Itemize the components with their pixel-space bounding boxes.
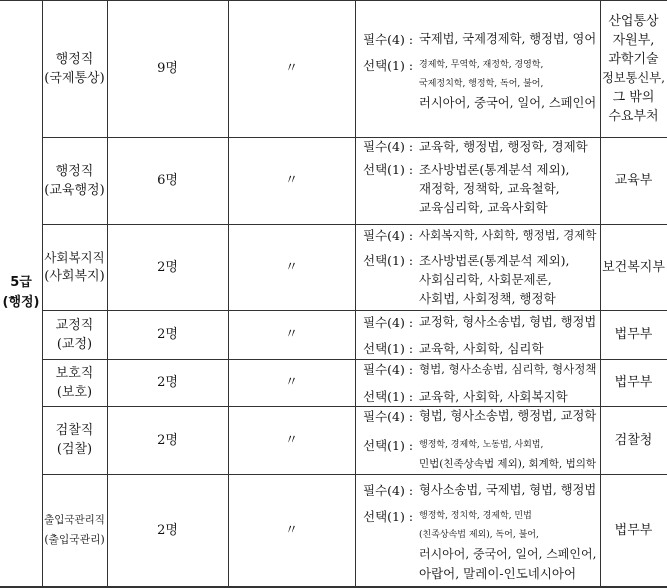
subject-line: 조사방법론(통계분석 제외), [419,162,570,177]
ditto-mark: 〃 [284,432,298,448]
ministry-cell [600,406,667,474]
position-cell [42,406,107,474]
required-label: 필수(4) : [363,362,414,377]
headcount-cell [107,359,228,406]
elective-subject-list [419,507,596,583]
elective-label: 선택(1) : [363,509,414,524]
subject-line: 교육학, 사회학, 사회복지학 [419,389,568,404]
ditto-cell [228,137,355,224]
ministry-line: 정보통신부, [601,70,666,85]
position-line: 검찰직 [55,423,94,438]
subject-line: 형사소송법, 국제법, 형법, 행정법 [419,483,597,497]
ministry-cell [600,359,667,406]
position-cell [42,310,107,359]
ditto-cell [228,406,355,474]
ditto-cell [228,359,355,406]
elective-subject-list [419,251,570,308]
elective-subject-list [419,160,570,217]
elective-subject-list [419,339,544,358]
headcount-cell [107,406,228,474]
position-line: (보호) [56,384,93,400]
ditto-cell [228,310,355,359]
elective-label: 선택(1) : [363,341,414,356]
position-cell [42,474,107,586]
position-line: (교정) [56,336,93,352]
subject-line: 교육학, 행정법, 행정학, 경제학 [419,139,588,154]
subject-line: 러시아어, 중국어, 일어, 스페인어 [419,96,597,110]
required-subject-list [419,30,596,49]
ministry-cell [600,0,667,137]
elective-label: 선택(1) : [363,58,414,73]
position-line: (검찰) [56,442,93,457]
headcount-value: 2명 [157,327,178,342]
subject-line: 국제법, 국제경제학, 행정법, 영어 [419,32,597,46]
headcount-value: 2명 [157,259,178,275]
required-label: 필수(4) : [363,32,414,47]
subject-line: 아랍어, 말레이-인도네시아어 [419,566,577,581]
elective-subject-list [419,387,568,406]
position-line: 사회복지직 [44,250,105,265]
position-line: 행정직 [55,51,94,67]
headcount-cell [107,474,228,586]
headcount-value: 9명 [157,61,178,76]
elective-label: 선택(1) : [363,438,414,453]
subject-line: (친족상속법 제외), 독어, 불어, [419,530,539,540]
required-subject-list [419,360,596,379]
position-line: (출입국관리) [44,533,105,546]
subject-line: 사회법, 사회정책, 행정학 [419,291,556,306]
headcount-value: 6명 [157,173,178,188]
ditto-cell [228,0,355,137]
ministry-line: 법무부 [614,522,653,538]
subject-line: 재정학, 정책학, 교육철학, [419,181,560,196]
position-cell [42,137,107,224]
ministry-cell [600,137,667,224]
group-label [0,0,42,586]
ditto-mark: 〃 [284,522,298,538]
subject-line: 러시아어, 중국어, 일어, 스페인어, [419,547,597,561]
subject-line: 교육심리학, 교육사회학 [419,200,548,215]
ministry-line: 수요부처 [608,108,659,124]
headcount-cell [107,310,228,359]
position-line: 교정직 [55,317,94,333]
subject-line: 행정학, 정치학, 경제학, 민법 [419,511,532,521]
subject-line: 민법(친족상속법 제외), 회계학, 법의학 [419,458,597,470]
ministry-line: 검찰청 [614,432,653,448]
ditto-mark: 〃 [284,259,298,275]
ministry-line: 교육부 [614,173,653,188]
required-subject-list [419,226,596,245]
required-label: 필수(4) : [363,315,414,330]
position-line: 출입국관리직 [44,514,105,526]
subject-line: 사회복지학, 사회학, 행정법, 경제학 [419,228,597,242]
headcount-value: 2명 [157,522,178,538]
position-line: (국제통상) [44,70,105,86]
position-line: (사회복지) [44,269,105,284]
column-divider [355,0,356,588]
subject-line: 국제정치학, 행정학, 독어, 불어, [419,79,544,89]
elective-subject-list [419,56,596,113]
ministry-cell [600,310,667,359]
ditto-mark: 〃 [284,173,298,188]
group-label-line: 5급 [10,275,32,290]
position-cell [42,0,107,137]
ministry-cell [600,224,667,310]
ministry-cell [600,474,667,586]
elective-label: 선택(1) : [363,389,414,404]
position-line: (교육행정) [44,182,105,198]
required-subject-list [419,407,596,426]
subject-line: 경제학, 무역학, 재정학, 경영학, [419,60,544,70]
position-cell [42,359,107,406]
subject-line: 형법, 형사소송법, 행정법, 교정학 [419,409,597,423]
subject-line: 조사방법론(통계분석 제외), [419,253,570,268]
position-line: 보호직 [55,365,94,381]
ditto-mark: 〃 [284,61,298,76]
headcount-value: 2명 [157,375,178,390]
ditto-mark: 〃 [284,375,298,390]
required-subject-list [419,481,596,500]
ministry-line: 보건복지부 [602,259,665,275]
ministry-line: 산업통상 [608,13,659,29]
required-label: 필수(4) : [363,483,414,498]
position-cell [42,224,107,310]
headcount-cell [107,224,228,310]
subject-line: 교정학, 형사소송법, 형법, 행정법 [419,315,597,329]
elective-label: 선택(1) : [363,253,414,268]
ditto-cell [228,474,355,586]
required-label: 필수(4) : [363,139,414,154]
headcount-cell [107,137,228,224]
required-label: 필수(4) : [363,228,414,243]
subject-line: 행정학, 경제학, 노동법, 사회법, [419,440,544,450]
subject-line: 교육학, 사회학, 심리학 [419,341,544,356]
required-label: 필수(4) : [363,409,414,424]
ditto-mark: 〃 [284,327,298,342]
group-label-line: (행정) [2,295,40,310]
headcount-value: 2명 [157,432,178,448]
ditto-cell [228,224,355,310]
subject-line: 사회심리학, 사회문제론, [419,272,552,287]
elective-subject-list [419,436,596,474]
ministry-line: 법무부 [614,375,653,390]
headcount-cell [107,0,228,137]
elective-label: 선택(1) : [363,162,414,177]
ministry-line: 과학기술 [608,51,659,67]
position-line: 행정직 [55,163,94,179]
subject-line: 형법, 형사소송법, 심리학, 형사정책 [419,362,597,376]
ministry-line: 자원부, [612,32,655,48]
ministry-line: 법무부 [614,327,653,342]
required-subject-list [419,313,596,332]
ministry-line: 그 밖의 [612,89,655,105]
required-subject-list [419,137,588,156]
